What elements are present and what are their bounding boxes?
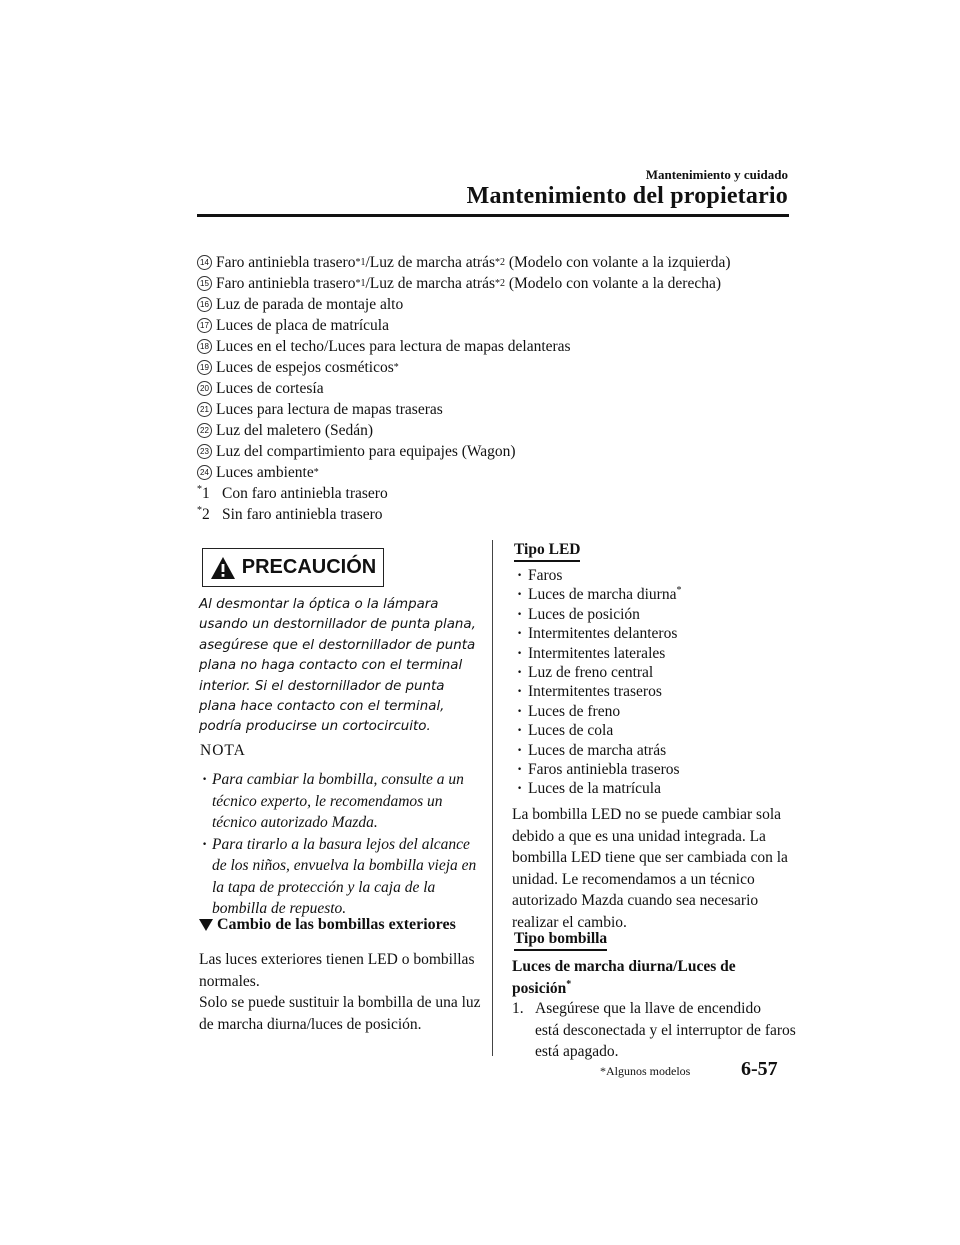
list-item: 19 Luces de espejos cosméticos * [197,357,789,378]
list-item: · Luces de posición [514,605,794,624]
caution-text: Al desmontar la óptica o la lámpara usando un destornillador de punta plana, asegúrese que el destornillador de punta plana no haga contacto con el terminal interior. Si el destornillador de punta plana hace contacto con el terminal, podría producirse un cortocircuito. [199,597,476,735]
list-item: 24 Luces ambiente * [197,462,789,483]
number-badge: 18 [197,339,212,354]
header-section: Mantenimiento y cuidado [645,167,788,182]
number-badge: 21 [197,402,212,417]
bulb-heading: Luces de marcha diurna/Luces de posición* [512,958,736,997]
number-badge: 24 [197,465,212,480]
page-number: 6-57 [741,1058,778,1080]
led-list [514,566,794,799]
number-badge: 16 [197,297,212,312]
step-1: 1. Asegúrese que la llave de encendido está desconectada y el interruptor de faros está apagado. [512,1000,796,1060]
list-item: · Luces de marcha diurna* [514,585,794,604]
list-item: · Faros [514,566,794,585]
list-item: 16 Luz de parada de montaje alto [197,294,789,315]
list-item: 18 Luces en el techo/Luces para lectura de mapas delanteras [197,336,789,357]
nota-list [200,769,485,920]
number-badge: 15 [197,276,212,291]
list-item: · Faros antiniebla traseros [514,760,794,779]
nota-label: NOTA [200,742,246,759]
led-type-label: Tipo LED [514,541,580,562]
footer-note: *Algunos modelos [600,1064,691,1078]
list-item: · Luces de cola [514,721,794,740]
list-item: 22 Luz del maletero (Sedán) [197,420,789,441]
list-item: 23 Luz del compartimiento para equipajes (Wagon) [197,441,789,462]
list-item: 15 Faro antiniebla trasero *1 /Luz de marcha atrás *2 (Modelo con volante a la derecha) [197,273,789,294]
list-item: 14 Faro antiniebla trasero *1 /Luz de marcha atrás *2 (Modelo con volante a la izquierda) [197,252,789,273]
list-item: · Luces de marcha atrás [514,741,794,760]
number-badge: 19 [197,360,212,375]
list-item: · Luces de la matrícula [514,779,794,798]
nota-item: · Para cambiar la bombilla, consulte a un técnico experto, le recomendamos un técnico autorizado Mazda. [200,769,485,834]
triangle-down-icon [199,919,213,931]
list-item: · Intermitentes laterales [514,644,794,663]
list-item: 21 Luces para lectura de mapas traseras [197,399,789,420]
number-badge: 22 [197,423,212,438]
nota-item: · Para tirarlo a la basura lejos del alcance de los niños, envuelva la bombilla vieja en la tapa de protección y la caja de la bombilla de repuesto. [200,834,485,920]
header-rule [197,214,789,217]
lamp-list [197,252,789,525]
caution-label: PRECAUCIÓN [241,556,377,578]
led-paragraph: La bombilla LED no se puede cambiar sola debido a que es una unidad integrada. La bombilla LED tiene que ser cambiada con la unidad. Le recomendamos a un técnico autorizado Mazda cuando sea necesario realizar el cambio. [512,806,788,931]
number-badge: 23 [197,444,212,459]
caution-banner [202,548,384,587]
number-badge: 14 [197,255,212,270]
list-item: · Luces de freno [514,702,794,721]
footnote: *2 Sin faro antiniebla trasero [197,504,383,523]
warning-icon [210,556,236,580]
number-badge: 17 [197,318,212,333]
section-paragraph: Las luces exteriores tienen LED o bombillas normales. Solo se puede sustituir la bombilla de una luz de marcha diurna/luces de posición. [199,951,481,1033]
list-item: · Intermitentes traseros [514,682,794,701]
column-divider [492,540,493,1056]
section-title: Cambio de las bombillas exteriores [199,916,456,934]
list-item: · Luz de freno central [514,663,794,682]
footnote: *1 Con faro antiniebla trasero [197,483,388,502]
list-item: · Intermitentes delanteros [514,624,794,643]
number-badge: 20 [197,381,212,396]
header-title: Mantenimiento del propietario [466,183,788,209]
list-item: 17 Luces de placa de matrícula [197,315,789,336]
list-item: 20 Luces de cortesía [197,378,789,399]
bulb-type-label: Tipo bombilla [514,930,607,951]
